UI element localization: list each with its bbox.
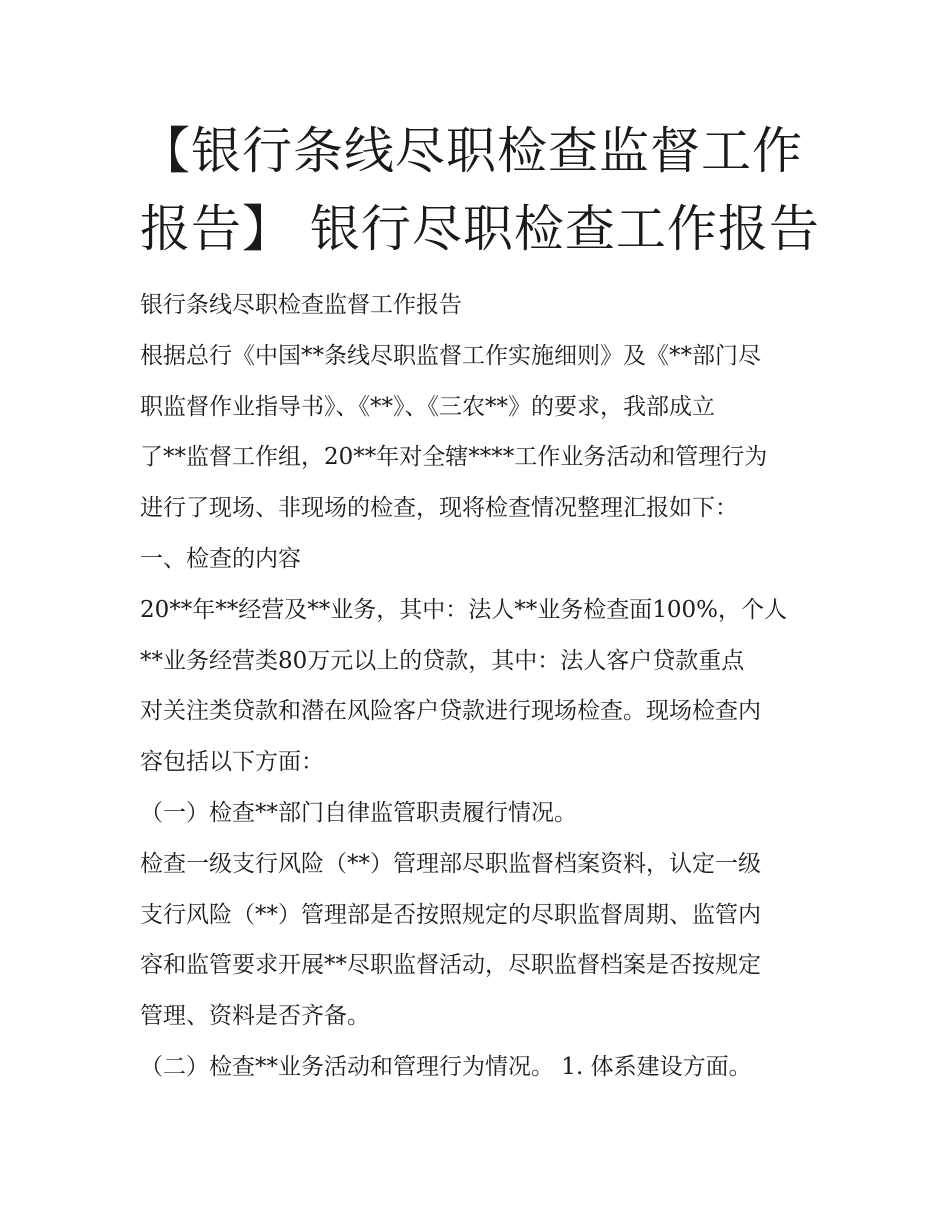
document-title	[140, 112, 840, 268]
subsection-heading: （一）检查**部门自律监管职责履行情况。	[140, 799, 577, 826]
paragraph-line: 20**年**经营及**业务，其中：法人**业务检查面100%，个人	[140, 596, 788, 623]
subsection-heading: （二）检查**业务活动和管理行为情况。 1. 体系建设方面。	[140, 1053, 752, 1080]
paragraph-line: 进行了现场、非现场的检查，现将检查情况整理汇报如下：	[140, 495, 738, 522]
paragraph-line: 容和监管要求开展**尽职监督活动，尽职监督档案是否按规定	[140, 952, 761, 979]
title-line-1: 【银行条线尽职检查监督工作	[140, 122, 803, 180]
paragraph-line: 检查一级支行风险（**）管理部尽职监督档案资料，认定一级	[140, 850, 761, 877]
section-heading: 一、检查的内容	[140, 545, 301, 572]
subtitle: 银行条线尽职检查监督工作报告	[140, 292, 462, 318]
paragraph-line: 对关注类贷款和潜在风险客户贷款进行现场检查。现场检查内	[140, 698, 761, 725]
paragraph-line: 根据总行《中国**条线尽职监督工作实施细则》及《**部门尽	[140, 342, 761, 369]
paragraph-line: 了**监督工作组，20**年对全辖****工作业务活动和管理行为	[140, 444, 768, 471]
paragraph-line: 职监督作业指导书》、《**》、《三农**》的要求，我部成立	[140, 393, 715, 420]
paragraph-line: **业务经营类80万元以上的贷款，其中：法人客户贷款重点	[140, 647, 745, 674]
paragraph-line: 容包括以下方面：	[140, 749, 324, 776]
document-body	[140, 280, 830, 1093]
paragraph-line: 支行风险（**）管理部是否按照规定的尽职监督周期、监管内	[140, 901, 761, 928]
paragraph-line: 管理、资料是否齐备。	[140, 1003, 370, 1030]
title-line-2: 报告】 银行尽职检查工作报告	[140, 200, 820, 258]
